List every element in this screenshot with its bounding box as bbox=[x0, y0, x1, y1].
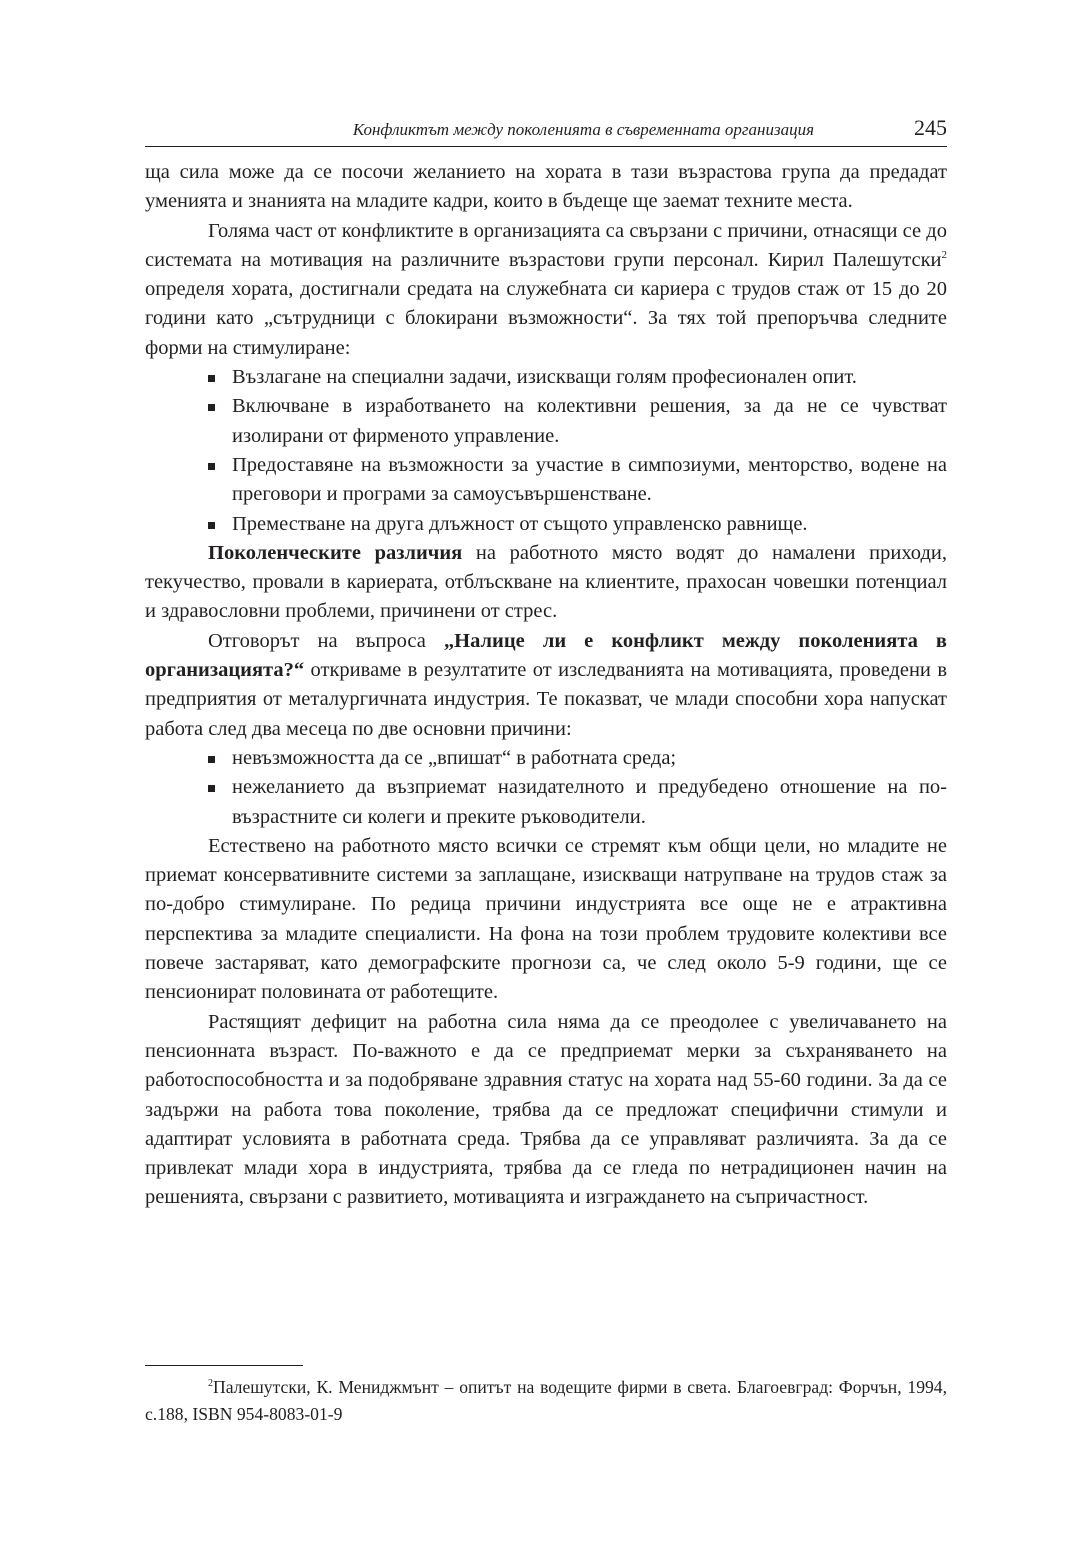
page-number: 245 bbox=[914, 115, 947, 140]
footnote-marker: 2 bbox=[208, 1378, 213, 1390]
paragraph-3 bbox=[145, 539, 947, 627]
paragraph-4 bbox=[145, 627, 947, 744]
list-item bbox=[232, 510, 947, 539]
footnote bbox=[145, 1374, 947, 1428]
running-header bbox=[145, 112, 947, 147]
square-bullet-icon bbox=[208, 522, 215, 529]
list-item bbox=[232, 363, 947, 392]
list-item-text: Включване в изработването на колективни решения, за да не се чувстват изолирани от фирменото управление. bbox=[232, 395, 947, 447]
list-item-text: нежеланието да възприемат назидателното и предубедено отношение на по-възрастните си колеги и преките ръководители. bbox=[232, 776, 947, 828]
square-bullet-icon bbox=[208, 785, 215, 792]
paragraph-3-rest: на работното място водят до намалени приходи, текучество, провали в кариерата, отблъскване на клиентите, прахосан човешки потенциал и здравословни проблеми, причинени от стрес. bbox=[145, 541, 947, 623]
paragraph-3-bold: Поколенческите различия bbox=[208, 541, 463, 564]
list-item-text: Преместване на друга длъжност от същото управленско равнище. bbox=[232, 512, 808, 535]
body-text bbox=[145, 158, 947, 1213]
paragraph-4-bold-question: „Налице ли е конфликт между поколенията в организацията?“ bbox=[145, 629, 947, 682]
paragraph-6: Растящият дефицит на работна сила няма да се преодолее с увеличаването на пенсионната възраст. По-важното е да се предприемат мерки за съхраняването на работоспособността и за подобряване здравния статус на хората над 55-60 години. За да се задържи на работа това поколение, трябва да се предложат специфични стимули и адаптират условията в работната среда. Трябва да се управляват различията. За да се привлекат млади хора в индустрията, трябва да се гледа по нетрадиционен начин на решенията, свързани с развитието, мотивацията и изграждането на съпричастност. bbox=[145, 1010, 947, 1209]
paragraph-4-part-b: откриваме в резултатите от изследванията на мотивацията, проведени в предприятия от металургичната индустрия. Те показват, че млади способни хора напускат работа след два месеца по две основни причини: bbox=[145, 659, 947, 740]
list-item bbox=[232, 451, 947, 510]
running-title: Конфликтът между поколенията в съвременната организация bbox=[352, 120, 814, 139]
stimulation-forms-list bbox=[145, 363, 947, 539]
paragraph-2-part-b: определя хората, достигнали средата на служебната си кариера с трудов стаж от 15 до 20 години като „сътрудници с блокирани възможности“. За тях той препоръчва следните форми на стимулиране: bbox=[145, 278, 947, 359]
list-item bbox=[232, 773, 947, 832]
paragraph-1: ща сила може да се посочи желанието на хората в тази възрастова група да предадат уменията и знанията на младите кадри, които в бъдеще ще заемат техните места. bbox=[145, 161, 947, 213]
paragraph-5: Естествено на работното място всички се стремят към общи цели, но младите не приемат консервативните системи за заплащане, изискващи натрупване на трудов стаж за по-добро стимулиране. По редица причини индустрията все още не е атрактивна перспектива за младите специалисти. На фона на този проблем трудовите колективи все повече застаряват, като демографските прогнози са, че след около 5-9 години, ще се пенсионират половината от работещите. bbox=[145, 834, 947, 1004]
square-bullet-icon bbox=[208, 756, 215, 763]
list-item-text: Предоставяне на възможности за участие в симпозиуми, менторство, водене на преговори и програми за самоусъвършенстване. bbox=[232, 453, 947, 506]
paragraph-2-part-a: Голяма част от конфликтите в организацията са свързани с причини, отнасящи се до системата на мотивация на различните възрастови групи персонал. Кирил Палешутски bbox=[145, 219, 947, 271]
list-item bbox=[232, 392, 947, 451]
list-item bbox=[232, 744, 947, 773]
list-item-text: невъзможността да се „впишат“ в работната среда; bbox=[232, 746, 677, 769]
list-item-text: Възлагане на специални задачи, изискващи голям професионален опит. bbox=[232, 366, 857, 389]
square-bullet-icon bbox=[208, 375, 215, 382]
square-bullet-icon bbox=[208, 404, 215, 411]
square-bullet-icon bbox=[208, 463, 215, 470]
paragraph-2 bbox=[145, 217, 947, 363]
footnote-reference: 2 bbox=[941, 249, 947, 262]
footnote-text: Палешутски, К. Мениджмънт – опитът на водещите фирми в света. Благоевград: Форчън, 1994, с.188, ISBN 954-8083-01-9 bbox=[145, 1377, 947, 1424]
paragraph-4-part-a: Отговорът на въпроса bbox=[208, 629, 444, 652]
footnote-divider bbox=[145, 1365, 303, 1366]
reasons-list bbox=[145, 744, 947, 832]
